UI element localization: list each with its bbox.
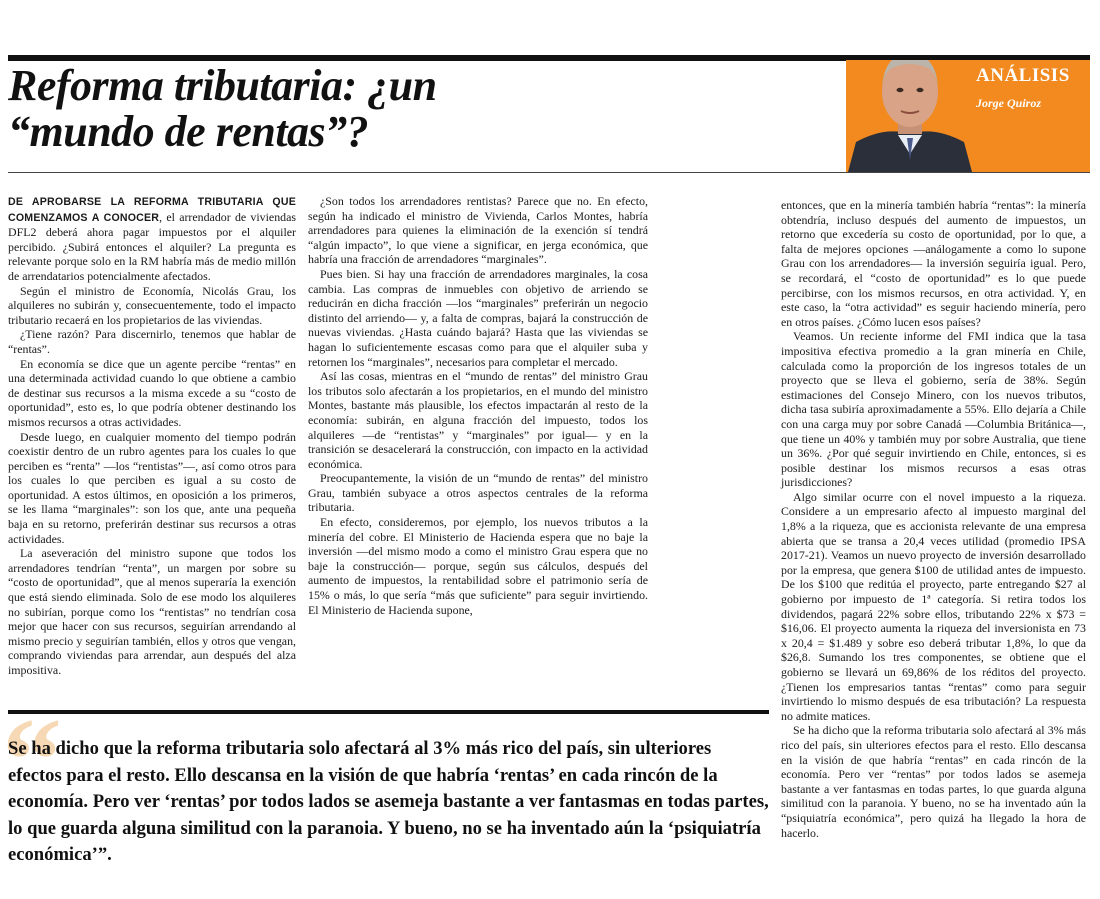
paragraph: Pues bien. Si hay una fracción de arrendadores marginales, la cosa cambia. Las compras de inmuebles con objetivo de arriendo se reducirán en dicha fracción —los “marginales” preferirán un negocio distinto del arriendo— y, a falta de compras, bajará la construcción de nuevas viviendas. ¿Hasta cuándo bajará? Hasta que las viviendas se hagan lo suficientemente escasas como para que el alquiler suba y retornen los “marginales”, necesarios para completar el mercado. — [308, 266, 648, 369]
header-divider — [8, 172, 1090, 173]
column-1 — [8, 194, 296, 678]
author-box — [846, 60, 1090, 172]
paragraph: ¿Tiene razón? Para discernirlo, tenemos que hablar de “rentas”. — [8, 327, 296, 356]
pullquote-rule — [8, 710, 769, 714]
paragraph: entonces, que en la minería también habría “rentas”: la minería obtendría, incluso después del aumento de impuestos, un retorno que excedería su costo de oportunidad, por lo que, a falta de mejores opciones —análogamente a como lo supone Grau con los arrendadores— la inversión seguiría igual. Pero, se recordará, el “costo de oportunidad” es lo que puede percibirse, con los mismos recursos, en otra actividad. Y, en este caso, la “otra actividad” es seguir haciendo minería, pero en otros países. ¿Cómo lucen esos países? — [781, 198, 1086, 329]
author-portrait — [846, 60, 976, 172]
lead-in: DE APROBARSE LA REFORMA TRIBUTARIA QUE COMENZAMOS A CONOCER — [8, 196, 296, 224]
paragraph: Algo similar ocurre con el novel impuesto a la riqueza. Considere a un empresario afecto al impuesto marginal del 1,8% a la riqueza, que es accionista relevante de una empresa abierta que se transa a 20,4 veces utilidad (promedio IPSA 2017-21). Veamos un nuevo proyecto de inversión desarrollado por la empresa, que genera $100 de utilidad antes de impuesto. De los $100 que reditúa el proyecto, parte entregando $27 al gobierno por impuesto de 1ª categoría. Si retira todos los dividendos, pagará 22% sobre ellos, tributando 22% x $73 = $16,06. El proyecto aumenta la riqueza del inversionista en 73 x 20,4 = $1.489 y sobre eso deberá tributar 1,8%, lo que da $26,8. Sumando los tres componentes, se obtiene que el gobierno se llevará un 69,86% de los réditos del proyecto. ¿Tienen los empresarios tantas “rentas” como para seguir invirtiendo lo mismo después de esa tributación? La respuesta no admite matices. — [781, 489, 1086, 723]
quote-mark-icon: “ — [2, 693, 62, 826]
paragraph: Se ha dicho que la reforma tributaria solo afectará al 3% más rico del país, sin ulteriores efectos para el resto. Ello descansa en la visión de que habría “rentas” en cada rincón de la economía. Pero ver “rentas” por todos lados se asemeja bastante a ver fantasmas en todas partes, lo que guarda alguna similitud con la paranoia. Y bueno, no se ha inventado aún la “psiquiatría económica”, pero quizá ha llegado la hora de hacerlo. — [781, 723, 1086, 840]
paragraph: La aseveración del ministro supone que todos los arrendadores tendrían “renta”, un margen por sobre su “costo de oportunidad”, que al menos superaría la exención que está siendo eliminada. Solo de ese modo los alquileres no subirían, porque como los “rentistas” no tendrían cosa mejor que hacer con sus recursos, seguirían arrendando al mismo precio y seguirían también, ellos y otros que vengan, comprando viviendas para arrendar, aun después del alza impositiva. — [8, 546, 296, 677]
article-title: Reforma tributaria: ¿un “mundo de rentas”? — [8, 61, 437, 156]
column-3 — [781, 198, 1086, 840]
paragraph: Así las cosas, mientras en el “mundo de rentas” del ministro Grau los tributos solo afectarán a los propietarios, en el mundo del ministro Montes, bastante más plausible, los efectos impactarán al resto de la economía: subirán, en alguna fracción del impuesto, todos los alquileres —de “rentistas” y “marginales” por igual— y en la transición se desacelerará la construcción, con impacto en la actividad económica. — [308, 369, 648, 471]
paragraph: En economía se dice que un agente percibe “rentas” en una determinada actividad cuando lo que obtiene a cambio de destinar sus recursos a la misma excede a su “costo de oportunidad”, esto es, lo que podría obtener destinando los mismos recursos a otras actividades. — [8, 356, 296, 429]
author-name: Jorge Quiroz — [976, 96, 1042, 110]
paragraph: Según el ministro de Economía, Nicolás Grau, los alquileres no subirán y, consecuentemente, todo el impacto tributario recaerá en los propietarios de las viviendas. — [8, 283, 296, 327]
paragraph: DE APROBARSE LA REFORMA TRIBUTARIA QUE COMENZAMOS A CONOCER, el arrendador de viviendas DFL2 deberá ahora pagar impuestos por el alquiler percibido. ¿Subirá entonces el alquiler? La pregunta es relevante porque solo en la RM habría más de medio millón de arrendatarios potencialmente afectados. — [8, 196, 296, 283]
paragraph: En efecto, consideremos, por ejemplo, los nuevos tributos a la minería del cobre. El Ministerio de Hacienda espera que no baje la inversión —del mismo modo a como el ministro Grau espera que no baje la construcción— porque, según sus cálculos, después del aumento de impuestos, la rentabilidad sobre el patrimonio sería de 15% o más, lo que sería “más que suficiente” para seguir invirtiendo. El Ministerio de Hacienda supone, — [308, 515, 648, 617]
paragraph: Desde luego, en cualquier momento del tiempo podrán coexistir dentro de un rubro agentes para los cuales lo que perciben es “renta” —los “rentistas”—, así como otros para los cuales lo que perciben es igual a su costo de oportunidad. A estos últimos, en oposición a los primeros, se les llama “marginales”: son los que, ante una pequeña baja en su retorno, preferirán destinar sus recursos a otras actividades. — [8, 429, 296, 546]
column-2 — [308, 194, 648, 617]
paragraph: ¿Son todos los arrendadores rentistas? Parece que no. En efecto, según ha indicado el ministro de Vivienda, Carlos Montes, habría arrendadores para quienes la eliminación de la exención sí tendrá “algún impacto”, lo que viene a significar, en jerga económica, que habría una fracción de arrendadores “marginales”. — [308, 194, 648, 267]
paragraph: Preocupantemente, la visión de un “mundo de rentas” del ministro Grau, también subyace a otros aspectos centrales de la reforma tributaria. — [308, 471, 648, 515]
pullquote: Se ha dicho que la reforma tributaria solo afectará al 3% más rico del país, sin ulteriores efectos para el resto. Ello descansa en la visión de que habría ‘rentas’ en cada rincón de la economía. Pero ver ‘rentas’ por todos lados se asemeja bastante a ver fantasmas en todas partes, lo que guarda alguna similitud con la paranoia. Y bueno, no se ha inventado aún la ‘psiquiatría económica’”. — [8, 738, 769, 865]
paragraph: Veamos. Un reciente informe del FMI indica que la tasa impositiva efectiva promedio a la gran minería en Chile, calculada como la proporción de los ingresos totales de un proyecto que se lleva el gobierno, sería de 38%. Según estimaciones del Consejo Minero, con los nuevos tributos, dicha tasa subiría aproximadamente a 55%. Ello dejaría a Chile con una carga muy por sobre Canadá —Columbia Británica—, que tiene un 40% y también muy por sobre Australia, que tiene un 36%. ¿Por qué seguir invirtiendo en Chile, entonces, si es posible destinar los mismos recursos a esas otras jurisdicciones? — [781, 329, 1086, 490]
section-label: ANÁLISIS — [976, 65, 1070, 86]
